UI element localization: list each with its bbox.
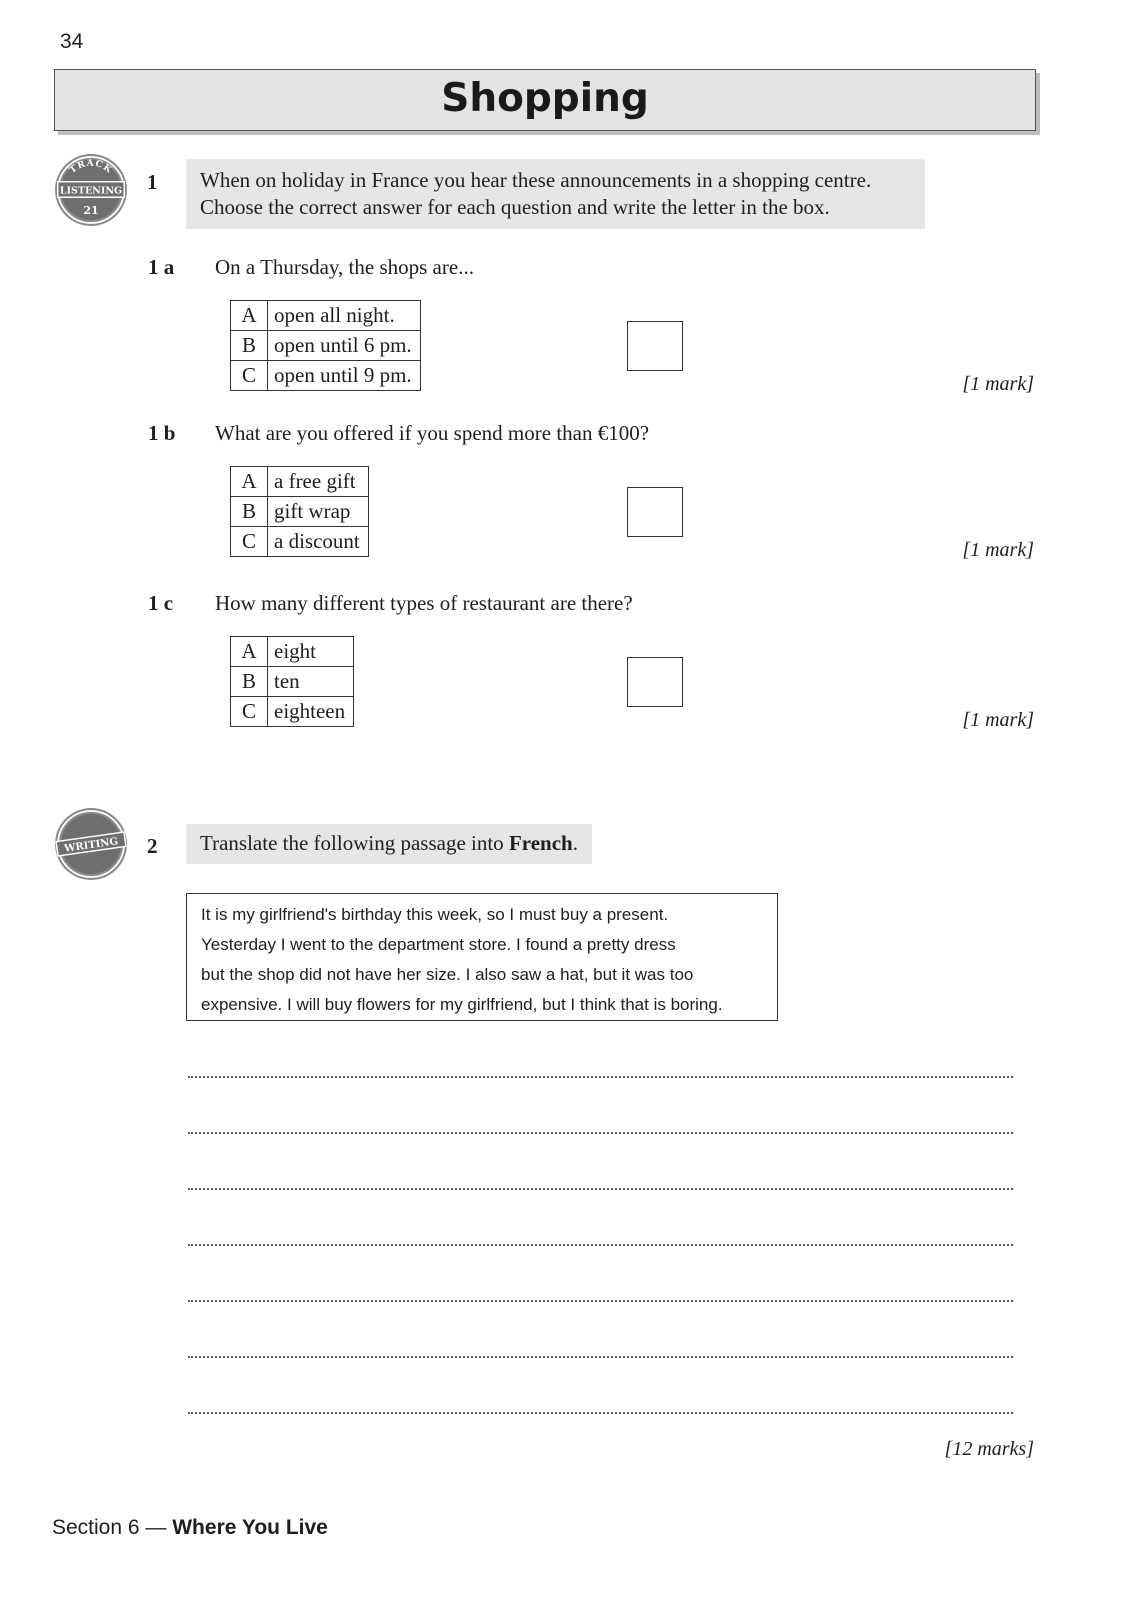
option-text: open all night.: [268, 301, 421, 331]
option-letter: B: [231, 497, 268, 527]
badge-track-text: TRACK: [68, 158, 114, 176]
badge-listening-text: LISTENING: [59, 185, 123, 197]
part-1a-answer-box[interactable]: [627, 321, 683, 371]
instruction-line-2: Choose the correct answer for each question and write the letter in the box.: [200, 195, 830, 219]
option-text: a free gift: [268, 467, 369, 497]
translation-passage: [186, 893, 778, 1021]
question-1-number: 1: [147, 170, 158, 194]
option-letter: C: [231, 361, 268, 391]
option-letter: A: [231, 301, 268, 331]
page-title: Shopping: [441, 76, 649, 121]
section-footer: [52, 1516, 328, 1540]
option-row: [231, 301, 421, 331]
badge-writing-text: WRITING: [63, 836, 119, 855]
option-letter: A: [231, 637, 268, 667]
option-letter: C: [231, 527, 268, 557]
option-letter: B: [231, 331, 268, 361]
option-text: open until 9 pm.: [268, 361, 421, 391]
passage-line: Yesterday I went to the department store. I found a pretty dress: [201, 935, 676, 954]
option-row: [231, 527, 369, 557]
part-1a-mark: [1 mark]: [962, 373, 1034, 395]
answer-writing-line[interactable]: [188, 1282, 1013, 1302]
option-letter: B: [231, 667, 268, 697]
part-1a-options: [230, 300, 421, 391]
part-1a-label: 1 a: [148, 255, 175, 279]
option-letter: C: [231, 697, 268, 727]
option-row: [231, 667, 354, 697]
option-row: [231, 637, 354, 667]
option-text: eight: [268, 637, 354, 667]
passage-line: It is my girlfriend's birthday this week, so I must buy a present.: [201, 905, 669, 924]
option-text: open until 6 pm.: [268, 331, 421, 361]
instruction-bold: French: [508, 831, 573, 855]
question-2-number: 2: [147, 834, 158, 858]
badge-track-number: 21: [83, 204, 99, 217]
writing-badge-icon: [53, 806, 129, 882]
option-row: [231, 361, 421, 391]
passage-line: but the shop did not have her size. I also saw a hat, but it was too: [201, 965, 694, 984]
part-1b-label: 1 b: [148, 421, 176, 445]
page-number: 34: [60, 30, 84, 53]
answer-writing-line[interactable]: [188, 1226, 1013, 1246]
part-1c-answer-box[interactable]: [627, 657, 683, 707]
question-2-mark: [12 marks]: [944, 1438, 1034, 1460]
option-row: [231, 497, 369, 527]
question-1-instruction: [186, 159, 925, 229]
answer-writing-line[interactable]: [188, 1338, 1013, 1358]
option-letter: A: [231, 467, 268, 497]
part-1b-answer-box[interactable]: [627, 487, 683, 537]
instruction-pre: Translate the following passage into: [200, 831, 509, 855]
answer-writing-line[interactable]: [188, 1170, 1013, 1190]
part-1b-mark: [1 mark]: [962, 539, 1034, 561]
option-text: ten: [268, 667, 354, 697]
option-text: eighteen: [268, 697, 354, 727]
part-1b-options: [230, 466, 369, 557]
option-text: a discount: [268, 527, 369, 557]
part-1a-question: On a Thursday, the shops are...: [215, 255, 474, 279]
part-1c-question: How many different types of restaurant are there?: [215, 591, 633, 615]
answer-writing-line[interactable]: [188, 1394, 1013, 1414]
option-row: [231, 467, 369, 497]
instruction-line-1: When on holiday in France you hear these announcements in a shopping centre.: [200, 168, 872, 192]
question-2-instruction: [186, 824, 592, 864]
listening-track-badge-icon: [53, 152, 129, 228]
option-row: [231, 697, 354, 727]
part-1b-question: What are you offered if you spend more than €100?: [215, 421, 650, 445]
part-1c-mark: [1 mark]: [962, 709, 1034, 731]
passage-line: expensive. I will buy flowers for my girlfriend, but I think that is boring.: [201, 995, 723, 1014]
footer-section: Section 6 —: [52, 1516, 167, 1539]
footer-topic: Where You Live: [166, 1516, 328, 1539]
part-1c-label: 1 c: [148, 591, 174, 615]
answer-writing-line[interactable]: [188, 1058, 1013, 1078]
option-row: [231, 331, 421, 361]
part-1c-options: [230, 636, 354, 727]
option-text: gift wrap: [268, 497, 369, 527]
answer-writing-line[interactable]: [188, 1114, 1013, 1134]
instruction-post: .: [572, 831, 578, 855]
title-bar: [54, 69, 1036, 131]
